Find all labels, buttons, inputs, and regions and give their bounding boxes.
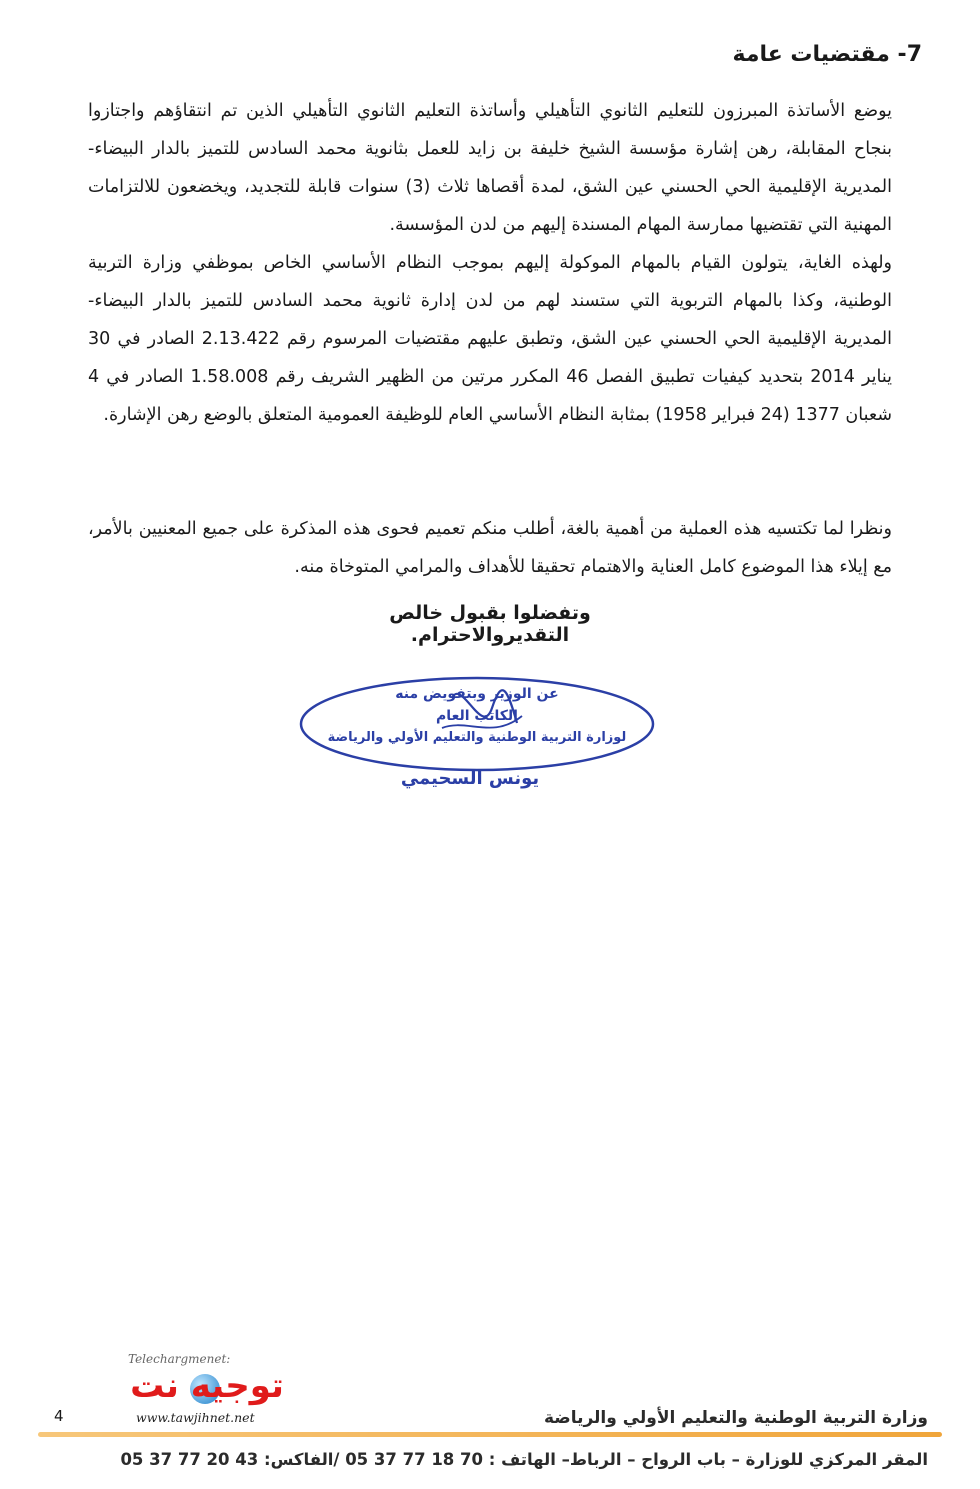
footer-fax-label: /الفاكس: — [263, 1450, 340, 1469]
site-logo[interactable] — [122, 1352, 292, 1426]
signer-name: يونس السحيمي — [400, 768, 540, 789]
stamp-line-title: الكاتب العام — [436, 708, 518, 724]
stamp-line-ministry: لوزارة التربية الوطنية والتعليم الأولي والرياضة — [327, 730, 627, 745]
stamp-oval-icon — [292, 668, 662, 780]
paragraph-duties: ولهذه الغاية، يتولون القيام بالمهام الموكولة إليهم بموجب النظام الأساسي الخاص بموظفي وزارة التربية الوطنية، وكذا بالمهام التربوية التي ستسند لهم من لدن إدارة ثانوية محمد السادس للتميز بالدار البيضاء- المديرية الإقليمية الحي الحسني عين الشق، وتطبق عليهم مقتضيات المرسوم رقم 2.13.422 الصادر في 30 يناير 2014 بتحديد كيفيات تطبيق الفصل 46 المكرر مرتين من الظهير الشريف رقم 1.58.008 الصادر في 4 شعبان 1377 (24 فبراير 1958) بمثابة النظام الأساسي العام للوظيفة العمومية المتعلق بالوضع رهن الإشارة. — [88, 253, 892, 425]
footer-address — [120, 1450, 928, 1469]
footer-ministry: وزارة التربية الوطنية والتعليم الأولي والرياضة — [543, 1408, 928, 1428]
signature-stamp — [292, 668, 662, 780]
paragraph-request: ونظرا لما تكتسيه هذه العملية من أهمية بالغة، أطلب منكم تعميم فحوى هذه المذكرة على جميع المعنيين بالأمر، مع إيلاء هذا الموضوع كامل العناية والاهتمام تحقيقا للأهداف والمرامي المتوخاة منه. — [88, 519, 892, 577]
page-number: 4 — [54, 1407, 64, 1425]
footer-fax: 05 37 77 20 43 — [120, 1450, 259, 1469]
closing-salutation: وتفضلوا بقبول خالص التقديروالاحترام. — [389, 602, 591, 646]
logo-caption: Telechargmenet: — [128, 1352, 231, 1366]
logo-url-link[interactable]: www.tawjihnet.net — [136, 1410, 255, 1425]
footer-divider — [38, 1432, 942, 1437]
stamp-line-delegation: عن الوزير وبتفويض منه — [395, 686, 559, 702]
section-heading: 7- مقتضيات عامة — [732, 42, 922, 67]
footer-address-label: المقر المركزي للوزارة – باب الرواح – الرباط– الهاتف : — [488, 1450, 928, 1469]
footer-phone: 05 37 77 18 70 — [345, 1450, 483, 1469]
logo-name: توجيه نت — [130, 1366, 284, 1406]
paragraph-assignment: يوضع الأساتذة المبرزون للتعليم الثانوي التأهيلي وأساتذة التعليم الثانوي التأهيلي الذين تم انتقاؤهم واجتازوا بنجاح المقابلة، رهن إشارة مؤسسة الشيخ خليفة بن زايد للعمل بثانوية محمد السادس للتميز بالدار البيضاء- المديرية الإقليمية الحي الحسني عين الشق، لمدة أقصاها ثلاث (3) سنوات قابلة للتجديد، ويخضعون للالتزامات المهنية التي تقتضيها ممارسة المهام المسندة إليهم من لدن المؤسسة. — [88, 101, 892, 235]
